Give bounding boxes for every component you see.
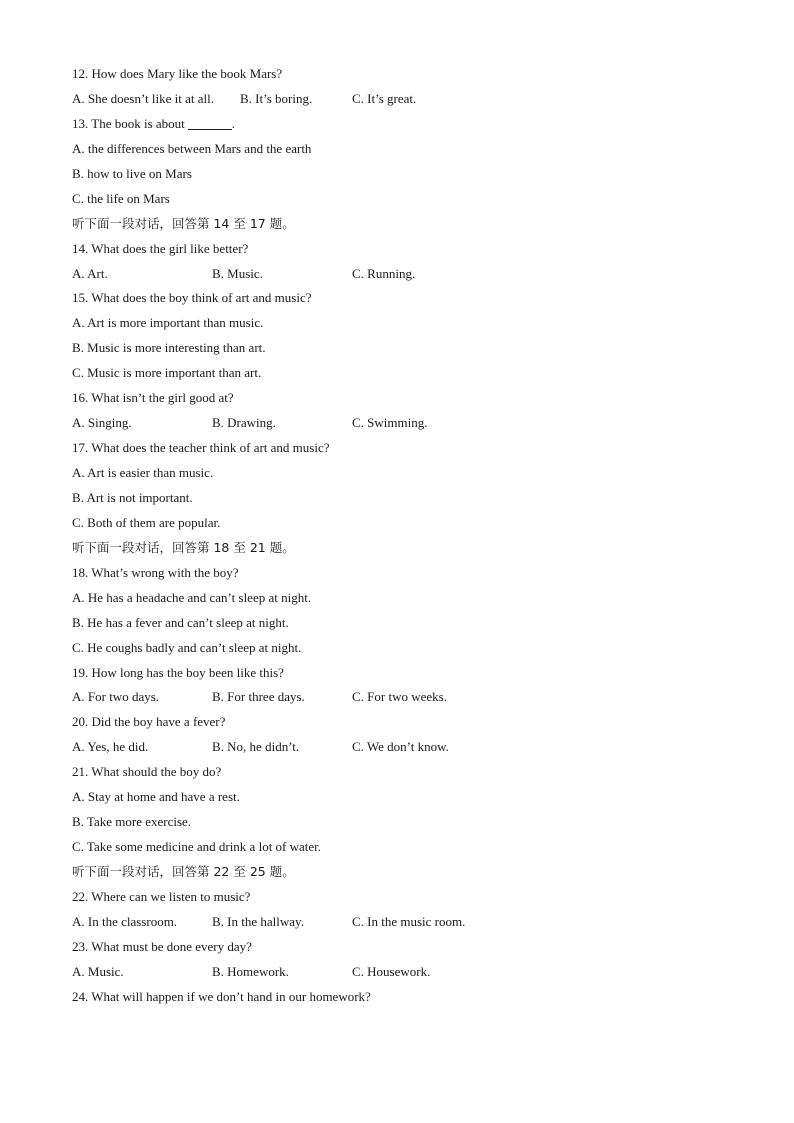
question-text: 16. What isn’t the girl good at? — [72, 390, 234, 406]
options-row-19 — [72, 685, 732, 710]
option-21-c — [72, 835, 732, 860]
question-text: 21. What should the boy do? — [72, 764, 222, 780]
question-12 — [72, 62, 732, 87]
option-b: B. Drawing. — [212, 415, 276, 431]
option-c: C. Music is more important than art. — [72, 365, 262, 381]
option-c: C. Swimming. — [352, 415, 428, 431]
option-c: C. He coughs badly and can’t sleep at night. — [72, 639, 302, 655]
option-c: C. In the music room. — [352, 913, 466, 929]
section-heading-14-17 — [72, 212, 732, 237]
option-c: C. Running. — [352, 265, 416, 281]
option-a: A. Art is more important than music. — [72, 315, 264, 331]
option-21-b — [72, 810, 732, 835]
option-15-c — [72, 361, 732, 386]
option-a: A. Yes, he did. — [72, 739, 149, 755]
question-17 — [72, 436, 732, 461]
option-a: A. Stay at home and have a rest. — [72, 789, 240, 805]
option-13-c — [72, 187, 732, 212]
option-17-a — [72, 461, 732, 486]
option-a: A. Singing. — [72, 415, 132, 431]
question-24 — [72, 985, 732, 1010]
option-13-b — [72, 162, 732, 187]
option-17-c — [72, 511, 732, 536]
option-a: A. Art. — [72, 265, 108, 281]
question-21 — [72, 760, 732, 785]
option-b: B. Art is not important. — [72, 489, 193, 505]
question-text: 12. How does Mary like the book Mars? — [72, 66, 283, 81]
question-20 — [72, 710, 732, 735]
option-15-b — [72, 336, 732, 361]
options-row-12 — [72, 87, 732, 112]
option-a: A. the differences between Mars and the earth — [72, 140, 312, 156]
option-b: B. Take more exercise. — [72, 814, 192, 830]
options-row-20 — [72, 735, 732, 760]
question-text: 23. What must be done every day? — [72, 938, 252, 954]
options-row-16 — [72, 411, 732, 436]
option-18-b — [72, 611, 732, 636]
question-text: 15. What does the boy think of art and music? — [72, 290, 312, 306]
option-b: B. It’s boring. — [240, 90, 313, 106]
option-a: A. She doesn’t like it at all. — [72, 90, 215, 106]
option-13-a — [72, 137, 732, 162]
section-heading: 听下面一段对话，回答第 22 至 25 题。 — [72, 864, 295, 879]
question-19 — [72, 661, 732, 686]
question-end: . — [231, 115, 236, 131]
question-text: 19. How long has the boy been like this? — [72, 664, 284, 680]
options-row-23 — [72, 960, 732, 985]
question-18 — [72, 561, 732, 586]
option-b: B. No, he didn’t. — [212, 739, 300, 755]
question-16 — [72, 386, 732, 411]
option-b: B. For three days. — [212, 689, 305, 705]
section-heading: 听下面一段对话，回答第 14 至 17 题。 — [72, 215, 295, 231]
question-text: 20. Did the boy have a fever? — [72, 714, 226, 730]
option-b: B. Music is more interesting than art. — [72, 340, 266, 356]
option-c: C. We don’t know. — [352, 739, 449, 755]
option-b: B. In the hallway. — [212, 913, 304, 929]
option-c: C. Housework. — [352, 963, 431, 979]
option-b: B. He has a fever and can’t sleep at night. — [72, 614, 289, 630]
question-23 — [72, 935, 732, 960]
option-a: A. Art is easier than music. — [72, 465, 214, 480]
question-list — [72, 62, 732, 1010]
question-text: 13. The book is about — [72, 115, 185, 131]
question-22 — [72, 885, 732, 910]
options-row-22 — [72, 910, 732, 935]
section-heading-18-21 — [72, 536, 732, 561]
option-a: A. In the classroom. — [72, 913, 178, 929]
option-c: C. the life on Mars — [72, 190, 170, 206]
option-c: C. Take some medicine and drink a lot of water. — [72, 839, 322, 855]
question-text: 17. What does the teacher think of art and music? — [72, 440, 330, 456]
option-a: A. He has a headache and can’t sleep at night. — [72, 589, 312, 605]
question-14 — [72, 237, 732, 262]
option-21-a — [72, 785, 732, 810]
option-b: B. how to live on Mars — [72, 165, 192, 181]
option-18-c — [72, 636, 732, 661]
option-a: A. For two days. — [72, 689, 160, 705]
section-heading-22-25 — [72, 860, 732, 885]
option-18-a — [72, 586, 732, 611]
option-c: C. Both of them are popular. — [72, 514, 221, 530]
options-row-14 — [72, 262, 732, 287]
answer-blank — [188, 115, 232, 130]
option-a: A. Music. — [72, 963, 124, 979]
option-15-a — [72, 311, 732, 336]
option-17-b — [72, 486, 732, 511]
option-b: B. Music. — [212, 265, 263, 281]
question-text: 24. What will happen if we don’t hand in our homework? — [72, 988, 371, 1004]
question-text: 14. What does the girl like better? — [72, 240, 249, 256]
question-text: 18. What’s wrong with the boy? — [72, 564, 239, 580]
question-15 — [72, 286, 732, 311]
question-text: 22. Where can we listen to music? — [72, 888, 251, 904]
option-c: C. For two weeks. — [352, 689, 447, 705]
question-13 — [72, 112, 732, 137]
section-heading: 听下面一段对话，回答第 18 至 21 题。 — [72, 539, 295, 555]
option-b: B. Homework. — [212, 963, 289, 979]
option-c: C. It’s great. — [352, 90, 417, 106]
